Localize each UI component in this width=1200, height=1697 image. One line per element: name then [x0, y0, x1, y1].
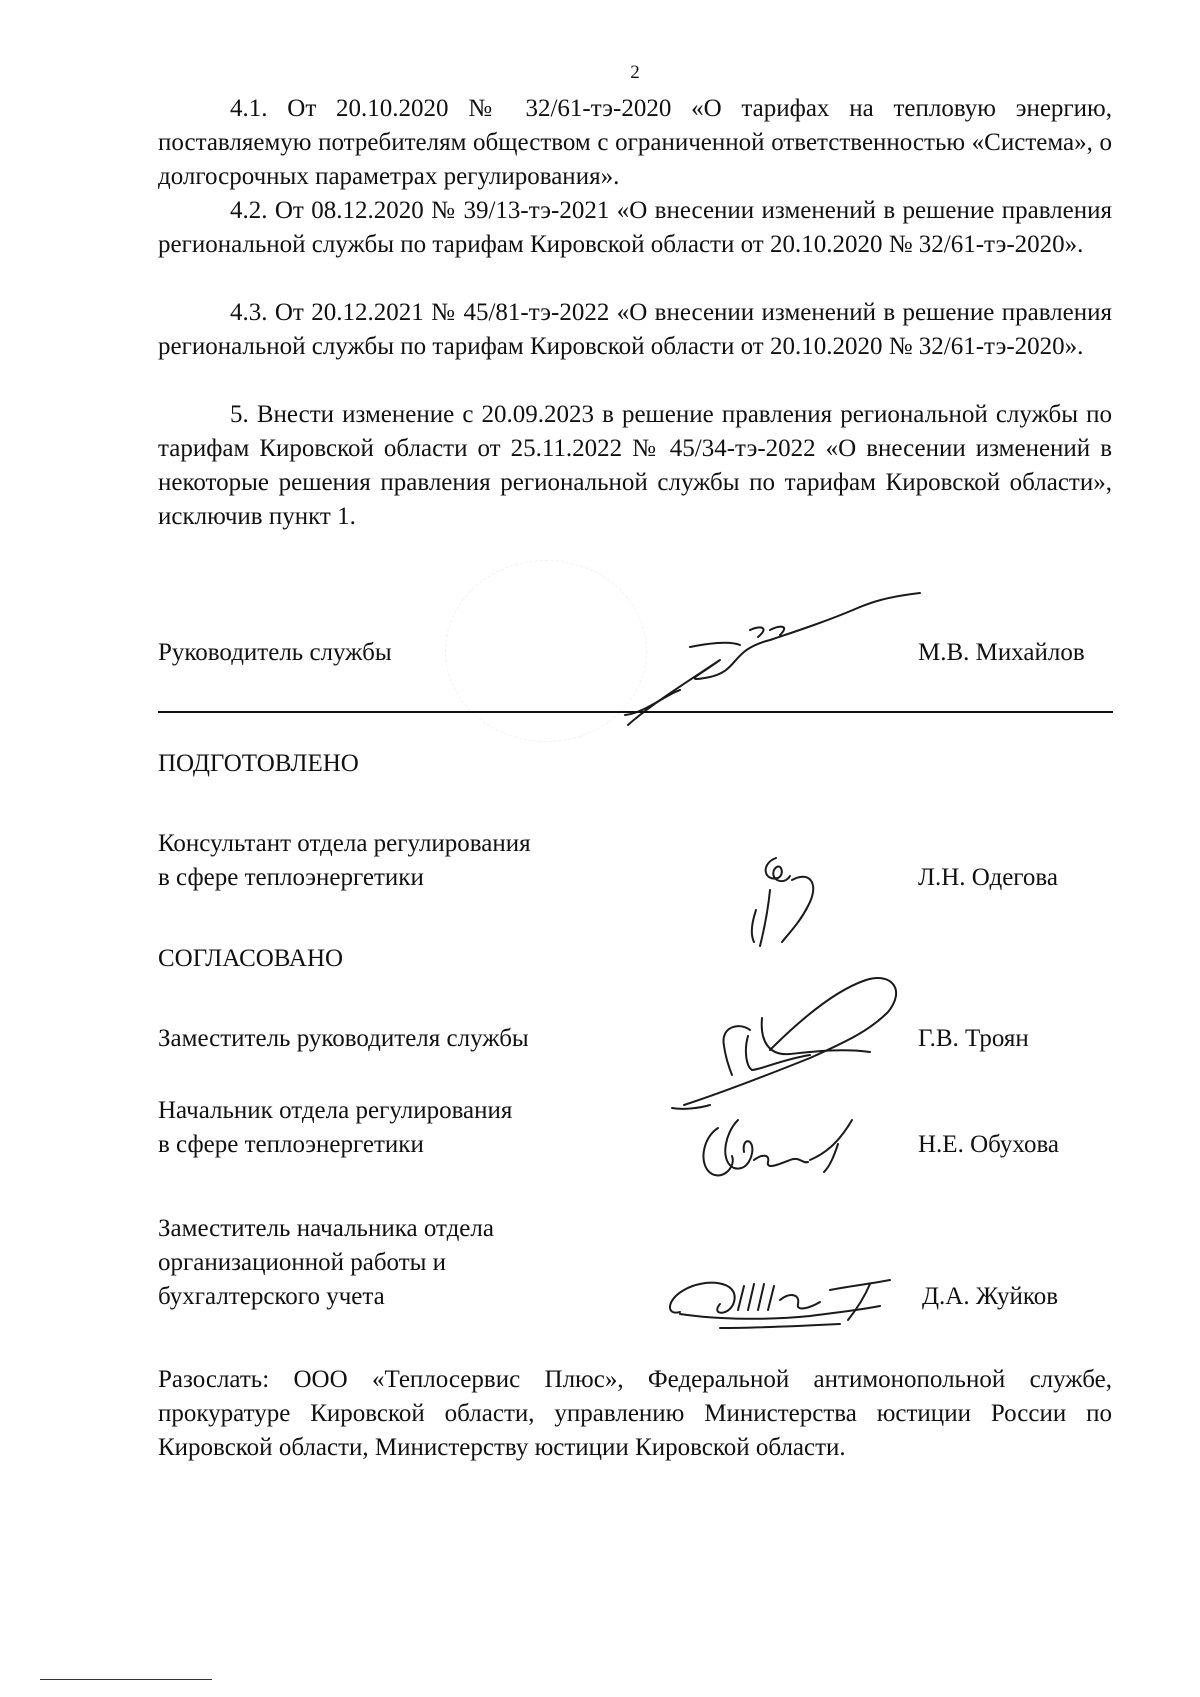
head-of-department-signature [690, 1110, 870, 1190]
head-title: Руководитель службы [158, 639, 392, 666]
paragraph-4-2: 4.2. От 08.12.2020 № 39/13-тэ-2021 «О внесении изменений в решение правления региональной службы по тарифам Кировской области от 20.10.2020 № 32/61-тэ-2020». [158, 197, 1112, 258]
deputy-head-signature [670, 940, 930, 1115]
distribution-list: Разослать: ООО «Теплосервис Плюс», Федеральной антимонопольной службе, прокуратуре Кировской области, управлению Министерства юстиции России по Кировской области, Министерству юстиции Кировской области. [158, 1366, 1112, 1461]
prepared-position-line1: Консультант отдела регулирования [158, 830, 531, 857]
deputy-head-name: Г.В. Троян [918, 1025, 1029, 1052]
head-of-department-position-line2: в сфере теплоэнергетики [158, 1131, 424, 1158]
prepared-signature [740, 850, 830, 950]
deputy-head-of-department-position-line1: Заместитель начальника отдела [158, 1215, 494, 1242]
head-signature [620, 585, 940, 730]
deputy-head-of-department-position-line2: организационной работы и [158, 1249, 447, 1276]
head-of-department-position-line1: Начальник отдела регулирования [158, 1097, 513, 1124]
footnote-rule [40, 1679, 212, 1680]
prepared-position-line2: в сфере теплоэнергетики [158, 864, 424, 891]
deputy-head-of-department-name: Д.А. Жуйков [922, 1283, 1059, 1310]
paragraph-4-1: 4.1. От 20.10.2020 № 32/61-тэ-2020 «О тарифах на тепловую энергию, поставляемую потребителям обществом с ограниченной ответственностью «Система», о долгосрочных параметрах регулирования». [158, 95, 1112, 190]
separator-line [158, 711, 1113, 713]
deputy-head-position: Заместитель руководителя службы [158, 1025, 529, 1052]
paragraph-5: 5. Внести изменение с 20.09.2023 в решение правления региональной службы по тарифам Кировской области от 25.11.2022 № 45/34-тэ-2022 «О внесении изменений в некоторые решения правления региональной службы по тарифам Кировской области», исключив пункт 1. [158, 401, 1112, 530]
deputy-head-of-department-signature [660, 1250, 920, 1340]
stamp-imprint [445, 560, 647, 742]
page-number: 2 [630, 62, 640, 83]
prepared-name: Л.Н. Одегова [918, 864, 1059, 891]
head-name: М.В. Михайлов [918, 639, 1085, 666]
paragraph-4-3: 4.3. От 20.12.2021 № 45/81-тэ-2022 «О внесении изменений в решение правления региональной службы по тарифам Кировской области от 20.10.2020 № 32/61-тэ-2020». [158, 299, 1112, 360]
head-of-department-name: Н.Е. Обухова [918, 1131, 1060, 1158]
agreed-heading: СОГЛАСОВАНО [158, 945, 344, 972]
prepared-heading: ПОДГОТОВЛЕНО [158, 750, 359, 777]
deputy-head-of-department-position-line3: бухгалтерского учета [158, 1283, 385, 1310]
